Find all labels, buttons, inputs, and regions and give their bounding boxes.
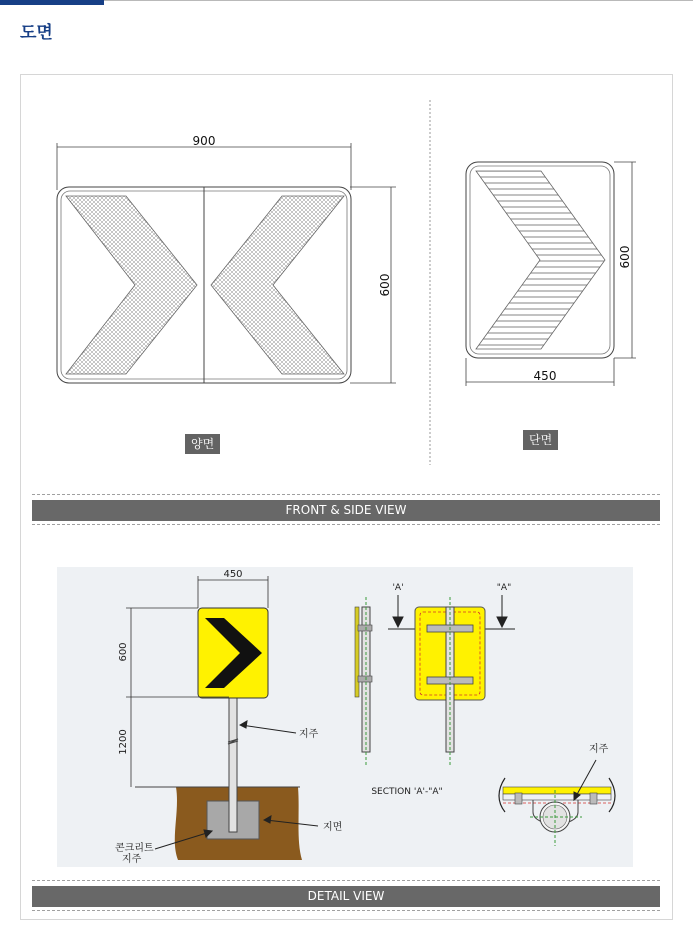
detail-width-dim: 450 <box>223 569 243 580</box>
front-caption: 양면 <box>185 434 220 454</box>
sign-post <box>229 697 237 832</box>
ground-label: 지면 <box>323 822 343 833</box>
side-height-dim: 600 <box>618 245 632 269</box>
detail-banner-label: DETAIL VIEW <box>32 886 660 907</box>
section-caption: SECTION 'A'-"A" <box>371 787 443 797</box>
side-caption: 단면 <box>523 430 558 450</box>
detail-post-height-dim: 1200 <box>118 729 129 755</box>
post-label: 지주 <box>299 729 319 740</box>
section-marker-left: 'A' <box>392 583 404 593</box>
front-side-banner-label: FRONT & SIDE VIEW <box>32 500 660 521</box>
section-marker-right: "A" <box>496 583 512 593</box>
page-title: 도면 <box>20 23 53 43</box>
detail-banner <box>32 880 660 914</box>
detail-sign-height-dim: 600 <box>118 642 129 662</box>
front-height-dim: 600 <box>378 273 392 297</box>
side-width-dim: 450 <box>533 369 557 383</box>
concrete-label-1: 콘크리트 <box>115 843 154 854</box>
front-width-dim: 900 <box>192 134 216 148</box>
concrete-label-2: 지주 <box>122 854 142 865</box>
post-label-right: 지주 <box>589 744 609 755</box>
section-side-plate <box>355 607 359 697</box>
